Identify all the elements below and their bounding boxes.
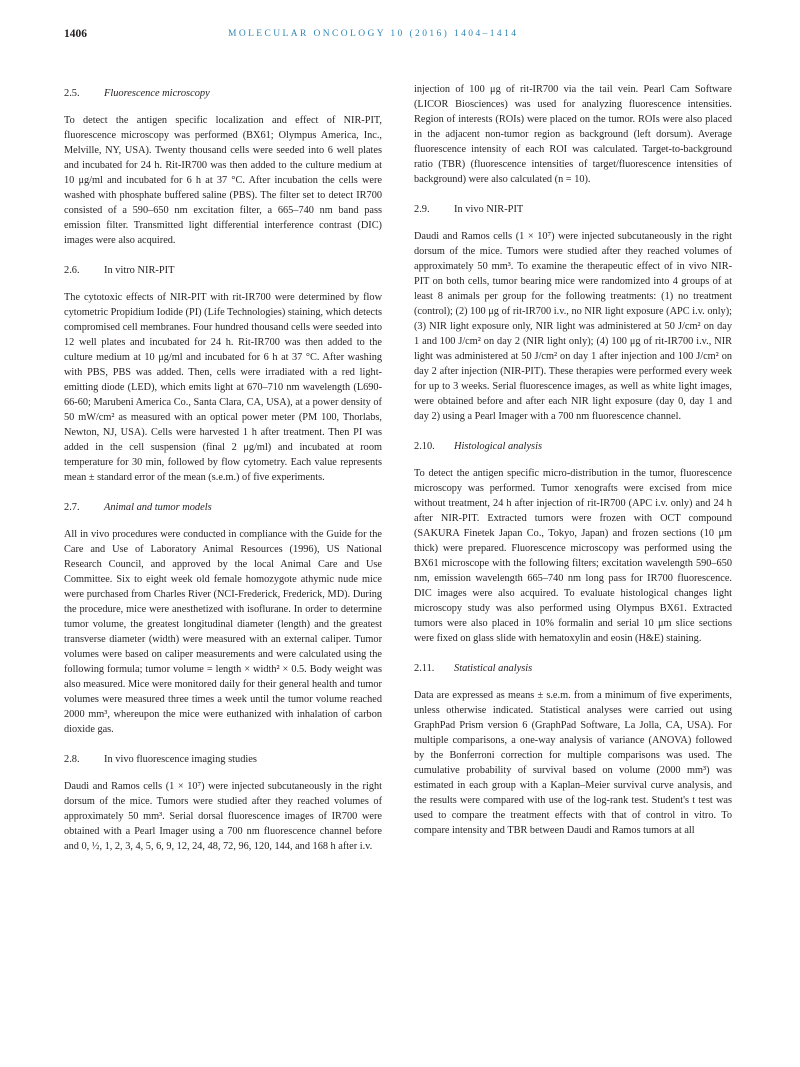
section-title: Animal and tumor models	[104, 502, 212, 513]
paragraph: Daudi and Ramos cells (1 × 10⁷) were injected subcutaneously in the right dorsum of the mice. Tumors were studied after they reached volumes of approximately 50 mm³. To examine the therapeutic effect of in vivo NIR-PIT on both cells, tumor bearing mice were randomized into 4 groups of at least 8 animals per group for the following treatments: (1) no treatment (control); (2) 100 μg of rit-IR700 i.v., no NIR light exposure (APC i.v. only); (3) NIR light exposure only, NIR light was administered at 50 J/cm² on day 1 and 100 J/cm² on day 2 (NIR light only); (4) 100 μg of rit-IR700 i.v., NIR light was administered at 50 J/cm² on day 1 after injection and 100 J/cm² on day 2 after injection (NIR-PIT). These therapies were performed every week for up to 3 weeks. Serial fluorescence images, as well as white light images, were obtained before and after each NIR light exposure (day 0, day 1 and day 2) using a Pearl Imager with a 700 nm fluorescence channel.	[414, 231, 732, 422]
page-number: 1406	[64, 28, 87, 40]
section-number: 2.10.	[414, 441, 435, 452]
section-number: 2.7.	[64, 502, 80, 513]
section-heading	[64, 752, 382, 767]
section-number: 2.9.	[414, 204, 430, 215]
section-number: 2.6.	[64, 265, 80, 276]
section-number: 2.11.	[414, 663, 435, 674]
section-heading	[64, 500, 382, 515]
right-column	[414, 82, 732, 853]
section-title: In vivo NIR-PIT	[454, 204, 524, 215]
running-head: MOLECULAR ONCOLOGY 10 (2016) 1404–1414	[228, 29, 519, 39]
left-column	[64, 86, 382, 869]
section-title: In vivo fluorescence imaging studies	[104, 754, 257, 765]
paragraph: The cytotoxic effects of NIR-PIT with rit-IR700 were determined by flow cytometric Propidium Iodide (PI) (Life Technologies) staining, which detects compromised cell membranes. Four hundred thousand cells were seeded into 12 well plates and incubated for 24 h. Rit-IR700 was then added to the culture medium at 10 μg/ml and incubated for 6 h at 37 °C. After washing with PBS, PBS was added. Then, cells were irradiated with a red light-emitting diode (LED), which emits light at 670–710 nm wavelength (L690-66-60; Marubeni America Co., Santa Clara, CA, USA), at a power density of 50 mW/cm² as measured with an optical power meter (PM 100, Thorlabs, Newton, NJ, USA). Cells were harvested 1 h after treatment. Then PI was added in the cell suspension (final 2 μg/ml) and incubated at room temperature for 30 min, followed by flow cytometry. Each value represents mean ± standard error of the mean (s.e.m.) of five experiments.	[64, 292, 382, 483]
section-heading	[64, 86, 382, 101]
paragraph: Data are expressed as means ± s.e.m. from a minimum of five experiments, unless otherwise indicated. Statistical analyses were carried out using GraphPad Prism version 6 (GraphPad Software, La Jolla, CA, USA). For multiple comparisons, a one-way analysis of variance (ANOVA) followed by the Bonferroni correction for multiple comparisons was used. The cumulative probability of survival based on volume (2000 mm³) was estimated in each group with a Kaplan–Meier survival curve analysis, and the results were compared with use of the log-rank test. Student's t test was used to compare the treatment effects with that of control in vitro. To compare intensity and TBR between Daudi and Ramos tumors at all	[414, 690, 732, 836]
paragraph: Daudi and Ramos cells (1 × 10⁷) were injected subcutaneously in the right dorsum of the mice. Tumors were studied after they reached volumes of approximately 50 mm³. Serial dorsal fluorescence images of IR700 were obtained with a Pearl Imager using a 700 nm fluorescence channel before and 0, ½, 1, 2, 3, 4, 5, 6, 9, 12, 24, 48, 72, 96, 120, 144, and 168 h after i.v.	[64, 781, 382, 852]
section-heading	[414, 661, 732, 676]
section-heading	[414, 202, 732, 217]
paragraph: injection of 100 μg of rit-IR700 via the tail vein. Pearl Cam Software (LICOR Biosciences) was used for analyzing fluorescence intensities. Region of interests (ROIs) were placed on the tumor. ROIs were also placed in the adjacent non-tumor region as background (left dorsum). Average fluorescence intensity of each ROI was calculated. Target-to-background ratio (TBR) (fluorescence intensities of target/fluorescence intensities of background) were also calculated (n = 10).	[414, 84, 732, 185]
paragraph: To detect the antigen specific micro-distribution in the tumor, fluorescence microscopy was performed. Tumor xenografts were excised from mice without treatment, 24 h after injection of rit-IR700 (APC i.v. only) and 24 h after NIR-PIT. Extracted tumors were frozen with OCT compound (SAKURA Finetek Japan Co., Tokyo, Japan) and frozen sections (10 μm thick) were prepared. Fluorescence microscopy was performed using the BX61 microscope with the following filters; excitation wavelength 590–650 nm, emission wavelength 665–740 nm long pass for IR700 fluorescence. DIC images were also acquired. To evaluate histological changes light microscopy study was also performed using Olympus BX61. Extracted tumors were also placed in 10% formalin and serial 10 μm slice sections were fixed on glass slide with hematoxylin and eosin (H&E) staining.	[414, 468, 732, 644]
section-title: Fluorescence microscopy	[104, 88, 210, 99]
section-number: 2.5.	[64, 88, 80, 99]
section-heading	[64, 263, 382, 278]
paragraph: To detect the antigen specific localization and effect of NIR-PIT, fluorescence microscopy was performed (BX61; Olympus America, Inc., Melville, NY, USA). Twenty thousand cells were seeded into 6 well plates and incubated for 24 h. Rit-IR700 was then added to the culture medium at 10 μg/ml and incubated for 6 h at 37 °C. After incubation the cells were washed with phosphate buffered saline (PBS). The filter set to detect IR700 consisted of a 590–650 nm excitation filter, a 665–740 nm band pass emission filter. Transmitted light differential interference contrast (DIC) images were also acquired.	[64, 115, 382, 246]
section-title: Statistical analysis	[454, 663, 533, 674]
section-title: Histological analysis	[454, 441, 543, 452]
paragraph: All in vivo procedures were conducted in compliance with the Guide for the Care and Use of Laboratory Animal Resources (1996), US National Research Council, and approved by the local Animal Care and Use Committee. Six to eight week old female homozygote athymic nude mice were purchased from Charles River (NCI-Frederick, Frederick, MD). During the procedure, mice were anesthetized with isoflurane. In order to determine tumor volume, the greatest longitudinal diameter (length) and the greatest transverse diameter (width) were measured with an external caliper. Tumor volumes were based on caliper measurements and were calculated using the following formula; tumor volume = length × width² × 0.5. Body weight was also measured. Mice were monitored daily for their general health and tumor volumes were measured three times a week until the tumor volume reached 2000 mm³, whereupon the mice were euthanized with inhalation of carbon dioxide gas.	[64, 529, 382, 735]
section-title: In vitro NIR-PIT	[104, 265, 175, 276]
section-number: 2.8.	[64, 754, 80, 765]
section-heading	[414, 439, 732, 454]
